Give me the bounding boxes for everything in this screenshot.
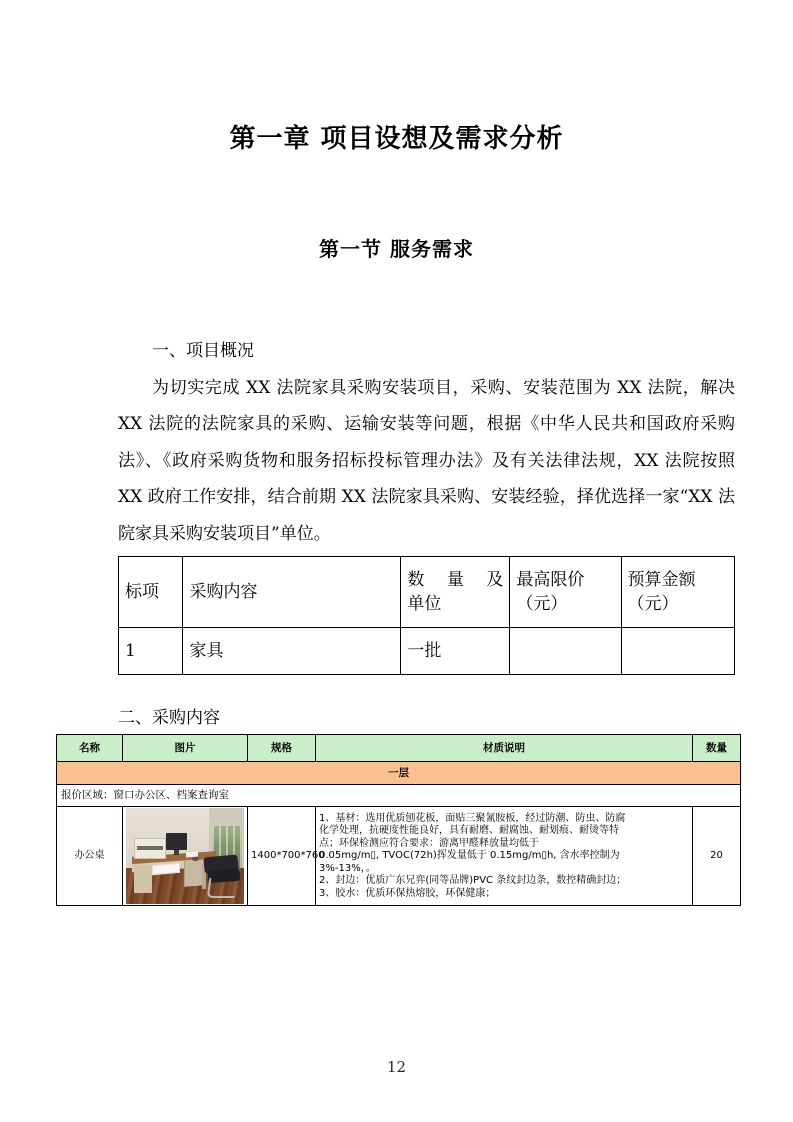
desc-line: 点；环保检测应符合要求：游离甲醛释放量均低于 bbox=[319, 837, 539, 849]
table-row bbox=[57, 807, 741, 906]
table-row-header bbox=[57, 735, 741, 762]
budget-cell-content: 家具 bbox=[183, 628, 401, 675]
table-row-floor-band bbox=[57, 762, 741, 785]
budget-header-budget-amount-line1: 预算金额 bbox=[627, 569, 696, 590]
procurement-cell-name: 办公桌 bbox=[57, 807, 123, 906]
budget-table bbox=[118, 556, 735, 675]
procurement-floor-label: 一层 bbox=[57, 762, 741, 785]
budget-cell-budget-amount bbox=[621, 628, 734, 675]
budget-cell-qty-unit: 一批 bbox=[401, 628, 510, 675]
procurement-cell-quantity: 20 bbox=[693, 807, 741, 906]
procurement-header-quantity: 数量 bbox=[693, 735, 741, 762]
procurement-header-name: 名称 bbox=[57, 735, 123, 762]
heading-project-overview: 一、项目概况 bbox=[152, 341, 254, 362]
budget-header-content: 采购内容 bbox=[183, 557, 401, 628]
desc-line: 3%-13%，。 bbox=[319, 862, 376, 874]
photo-desk-leg-left bbox=[134, 865, 152, 893]
chapter-title: 第一章 项目设想及需求分析 bbox=[229, 124, 564, 154]
budget-header-budget-amount bbox=[621, 557, 734, 628]
budget-cell-item-no: 1 bbox=[119, 628, 183, 675]
procurement-cell-image bbox=[123, 807, 248, 906]
photo-chair-frame bbox=[207, 878, 238, 898]
budget-header-max-price bbox=[510, 557, 621, 628]
budget-header-max-price-line2: （元） bbox=[516, 594, 568, 615]
desc-line: 0.05mg/m▯, TVOC(72h)挥发量低于 0.15mg/m▯h, 含水率控制为 bbox=[319, 850, 620, 862]
budget-cell-max-price bbox=[510, 628, 621, 675]
procurement-header-material-desc: 材质说明 bbox=[316, 735, 693, 762]
budget-header-item-no: 标项 bbox=[119, 557, 183, 628]
desc-line: 2、封边：优质广东兄弈(同等品牌)PVC 条纹封边条，数控精确封边； bbox=[319, 875, 627, 887]
desc-line: 化学处理，抗硬度性能良好，具有耐磨、耐腐蚀、耐划痕、耐烫等特 bbox=[319, 825, 619, 837]
budget-header-budget-amount-line2: （元） bbox=[627, 594, 679, 615]
budget-header-qty-unit-line2: 单位 bbox=[407, 594, 442, 615]
budget-table-wrapper bbox=[118, 556, 735, 675]
photo-printer bbox=[134, 838, 166, 859]
procurement-header-image: 图片 bbox=[123, 735, 248, 762]
budget-header-qty-unit-line1: 数量及 bbox=[407, 569, 504, 590]
budget-header-qty-unit bbox=[401, 557, 510, 628]
budget-header-max-price-line1: 最高限价 bbox=[516, 569, 585, 590]
table-row bbox=[119, 628, 735, 675]
procurement-cell-spec: 1400*700*760 bbox=[248, 807, 316, 906]
section-title: 第一节 服务需求 bbox=[319, 237, 474, 262]
procurement-cell-material-desc bbox=[316, 807, 693, 906]
photo-monitor-stand bbox=[174, 850, 179, 855]
office-desk-photo bbox=[126, 808, 244, 904]
page-number: 12 bbox=[386, 1058, 407, 1076]
table-row-zone bbox=[57, 785, 741, 807]
procurement-table-wrapper bbox=[56, 734, 741, 906]
desc-line: 1、基材：选用优质刨花板，面贴三聚氰胺板，经过防潮、防虫、防腐 bbox=[319, 812, 626, 824]
desc-line: 3、胶水：优质环保热熔胶，环保健康； bbox=[319, 887, 496, 899]
procurement-table bbox=[56, 734, 741, 906]
photo-monitor bbox=[166, 833, 187, 850]
body-text-area bbox=[0, 333, 793, 552]
procurement-header-spec: 规格 bbox=[248, 735, 316, 762]
procurement-zone-label: 报价区域：窗口办公区、档案查询室 bbox=[57, 785, 741, 807]
heading-procurement-content: 二、采购内容 bbox=[118, 708, 220, 729]
paragraph-project-overview: 为切实完成 XX 法院家具采购安装项目，采购、安装范围为 XX 法院，解决 XX 法院的法院家具的采购、运输安装等问题，根据《中华人民共和国政府采购法》、《政府采购货物和服务招标投标管理办法》及有关法律法规，XX 法院按照 XX 政府工作安排，结合前期 XX 法院家具采购、安装经验，择优选择一家“XX 法院家具采购安装项目”单位。 bbox=[118, 377, 735, 544]
table-row-header bbox=[119, 557, 735, 628]
